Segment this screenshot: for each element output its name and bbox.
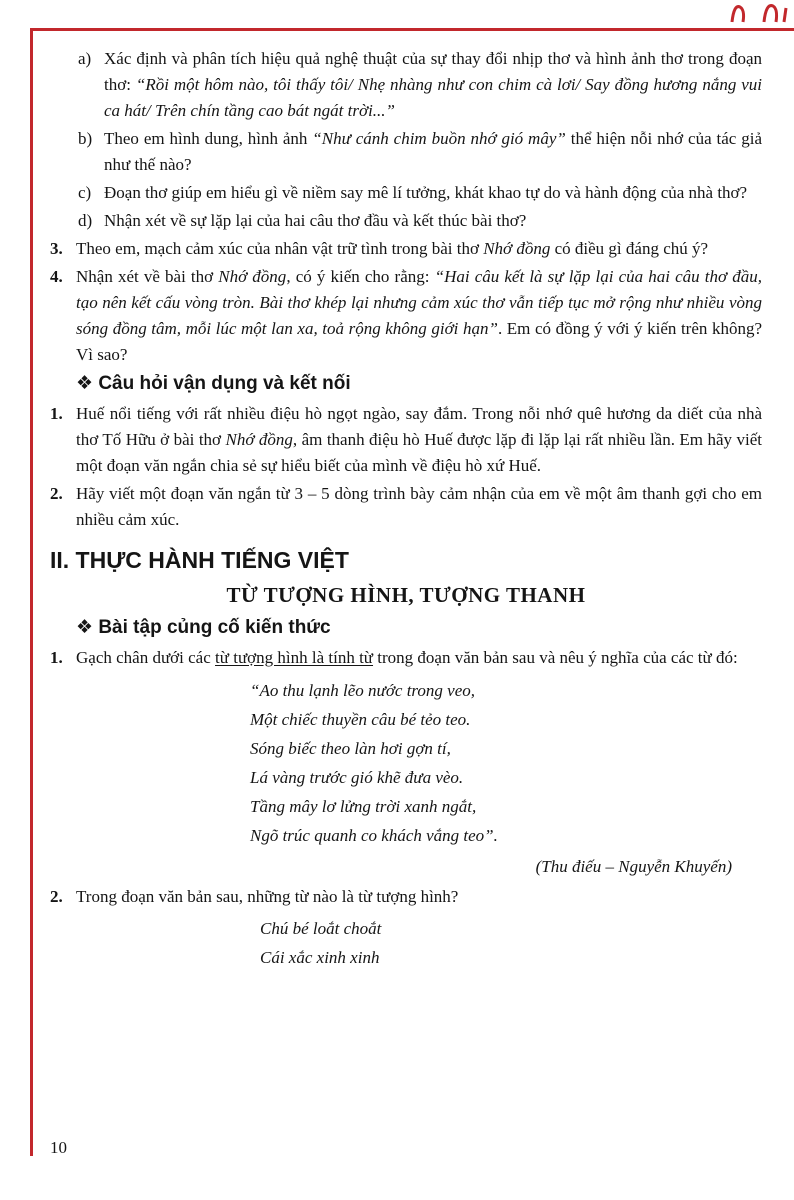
section-heading-practice-vietnamese: II. THỰC HÀNH TIẾNG VIỆT <box>50 547 349 573</box>
question-item-c <box>50 180 762 206</box>
question-4-text-2: , có ý kiến cho rằng: <box>286 267 435 286</box>
exercise-1-text-2: trong đoạn văn bản sau và nêu ý nghĩa của các từ đó: <box>373 648 738 667</box>
exercise-2 <box>50 884 762 910</box>
question-4-text: Nhận xét về bài thơ <box>76 267 219 286</box>
question-4 <box>50 264 762 368</box>
question-4-text-3: . Em có đồng ý với ý kiến trên không? Vì sao? <box>76 319 763 364</box>
exercise-2-text: Trong đoạn văn bản sau, những từ nào là từ tượng hình? <box>76 887 459 906</box>
item-b-text-2: thể hiện nỗi nhớ của tác giả như thế nào? <box>104 129 762 174</box>
connect-q2-marker: 2. <box>50 484 63 503</box>
connect-question-1 <box>50 401 762 479</box>
page-number: 10 <box>50 1138 67 1157</box>
work-title: Nhớ đồng <box>225 430 293 449</box>
diamond-icon: ❖ <box>76 617 94 638</box>
item-a-quote: “Rồi một hôm nào, tôi thấy tôi/ Nhẹ nhàng như con chim cà lơi/ Say đồng hương nắng vui ca hát/ Trên chín tầng cao bát ngát trời...” <box>104 75 763 120</box>
poem-line: Sóng biếc theo làn hơi gợn tí, <box>250 739 451 758</box>
exercise-1-text: Gạch chân dưới các <box>76 648 216 667</box>
page-corner-decoration-icon <box>726 0 790 24</box>
connect-q1-text: Huế nổi tiếng với rất nhiều điệu hò ngọt ngào, say đắm. Trong nỗi nhớ quê hương da diết của nhà thơ Tố Hữu ở bài thơ <box>76 404 762 449</box>
poem-line: Tầng mây lơ lửng trời xanh ngắt, <box>250 797 477 816</box>
item-c-marker: c) <box>78 183 92 202</box>
poem-line: Cái xắc xinh xinh <box>260 948 380 967</box>
item-b-quote: “Như cánh chim buồn nhớ gió mây” <box>312 129 566 148</box>
exercise-1 <box>50 645 762 671</box>
item-a-marker: a) <box>78 49 92 68</box>
question-item-b <box>50 126 762 178</box>
left-border-line <box>30 28 33 1156</box>
question-4-marker: 4. <box>50 267 63 286</box>
connect-q1-text-2: , âm thanh điệu hò Huế được lặp đi lặp lại rất nhiều lần. Em hãy viết một đoạn văn ngắn chia sẻ sự hiểu biết của mình về điệu hò xứ Huế. <box>76 430 762 475</box>
item-b-marker: b) <box>78 129 93 148</box>
poem-line: Lá vàng trước gió khẽ đưa vèo. <box>250 768 464 787</box>
item-c-text: Đoạn thơ giúp em hiểu gì về niềm say mê lí tưởng, khát khao tự do và hành động của nhà thơ? <box>104 183 748 202</box>
item-d-marker: d) <box>78 211 93 230</box>
question-item-d <box>50 208 762 234</box>
connect-q1-marker: 1. <box>50 404 63 423</box>
poem-thu-dieu <box>250 676 762 850</box>
question-3-marker: 3. <box>50 239 63 258</box>
poem-line: Một chiếc thuyền câu bé tẻo teo. <box>250 710 471 729</box>
practice-subheading-label: Bài tập củng cố kiến thức <box>98 617 331 638</box>
question-3-text: Theo em, mạch cảm xúc của nhân vật trữ tình trong bài thơ <box>76 239 484 258</box>
page-content <box>50 46 762 974</box>
question-4-quote: “Hai câu kết là sự lặp lại của hai câu thơ đầu, tạo nên kết cấu vòng tròn. Bài thơ khép lại nhưng cảm xúc thơ vẫn tiếp tục mở rộng như nhiều vòng sóng đồng tâm, mỗi lúc một lan xa, toả rộng không giới hạn” <box>76 267 762 338</box>
lesson-title: TỪ TƯỢNG HÌNH, TƯỢNG THANH <box>226 583 586 607</box>
poem-line: “Ao thu lạnh lẽo nước trong veo, <box>250 681 475 700</box>
work-title: Nhớ đồng <box>483 239 551 258</box>
question-item-a <box>50 46 762 124</box>
exercise-1-marker: 1. <box>50 648 63 667</box>
work-title: Nhớ đồng <box>218 267 287 286</box>
poem-line: Ngõ trúc quanh co khách vắng teo”. <box>250 826 498 845</box>
exercise-2-marker: 2. <box>50 887 63 906</box>
top-border-line <box>30 28 794 31</box>
connect-q2-text: Hãy viết một đoạn văn ngắn từ 3 – 5 dòng trình bày cảm nhận của em về một âm thanh gợi cho em nhiều cảm xúc. <box>76 484 762 529</box>
exercise-1-underlined-term: từ tượng hình là tính từ <box>215 648 374 667</box>
connect-heading-label: Câu hỏi vận dụng và kết nối <box>98 373 351 394</box>
poem-luom-excerpt <box>260 914 762 972</box>
item-a-text: Xác định và phân tích hiệu quả nghệ thuật của sự thay đổi nhịp thơ và hình ảnh thơ trong đoạn thơ: <box>104 49 762 94</box>
item-b-text: Theo em hình dung, hình ảnh <box>104 129 313 148</box>
question-3-text-2: có điều gì đáng chú ý? <box>550 239 709 258</box>
connect-section-heading <box>76 371 762 397</box>
question-3 <box>50 236 762 262</box>
item-d-text: Nhận xét về sự lặp lại của hai câu thơ đầu và kết thúc bài thơ? <box>104 211 527 230</box>
poem-attribution: (Thu điếu – Nguyễn Khuyến) <box>535 857 732 876</box>
practice-subheading <box>76 615 762 641</box>
poem-line: Chú bé loắt choắt <box>260 919 382 938</box>
connect-question-2 <box>50 481 762 533</box>
diamond-icon: ❖ <box>76 373 94 394</box>
